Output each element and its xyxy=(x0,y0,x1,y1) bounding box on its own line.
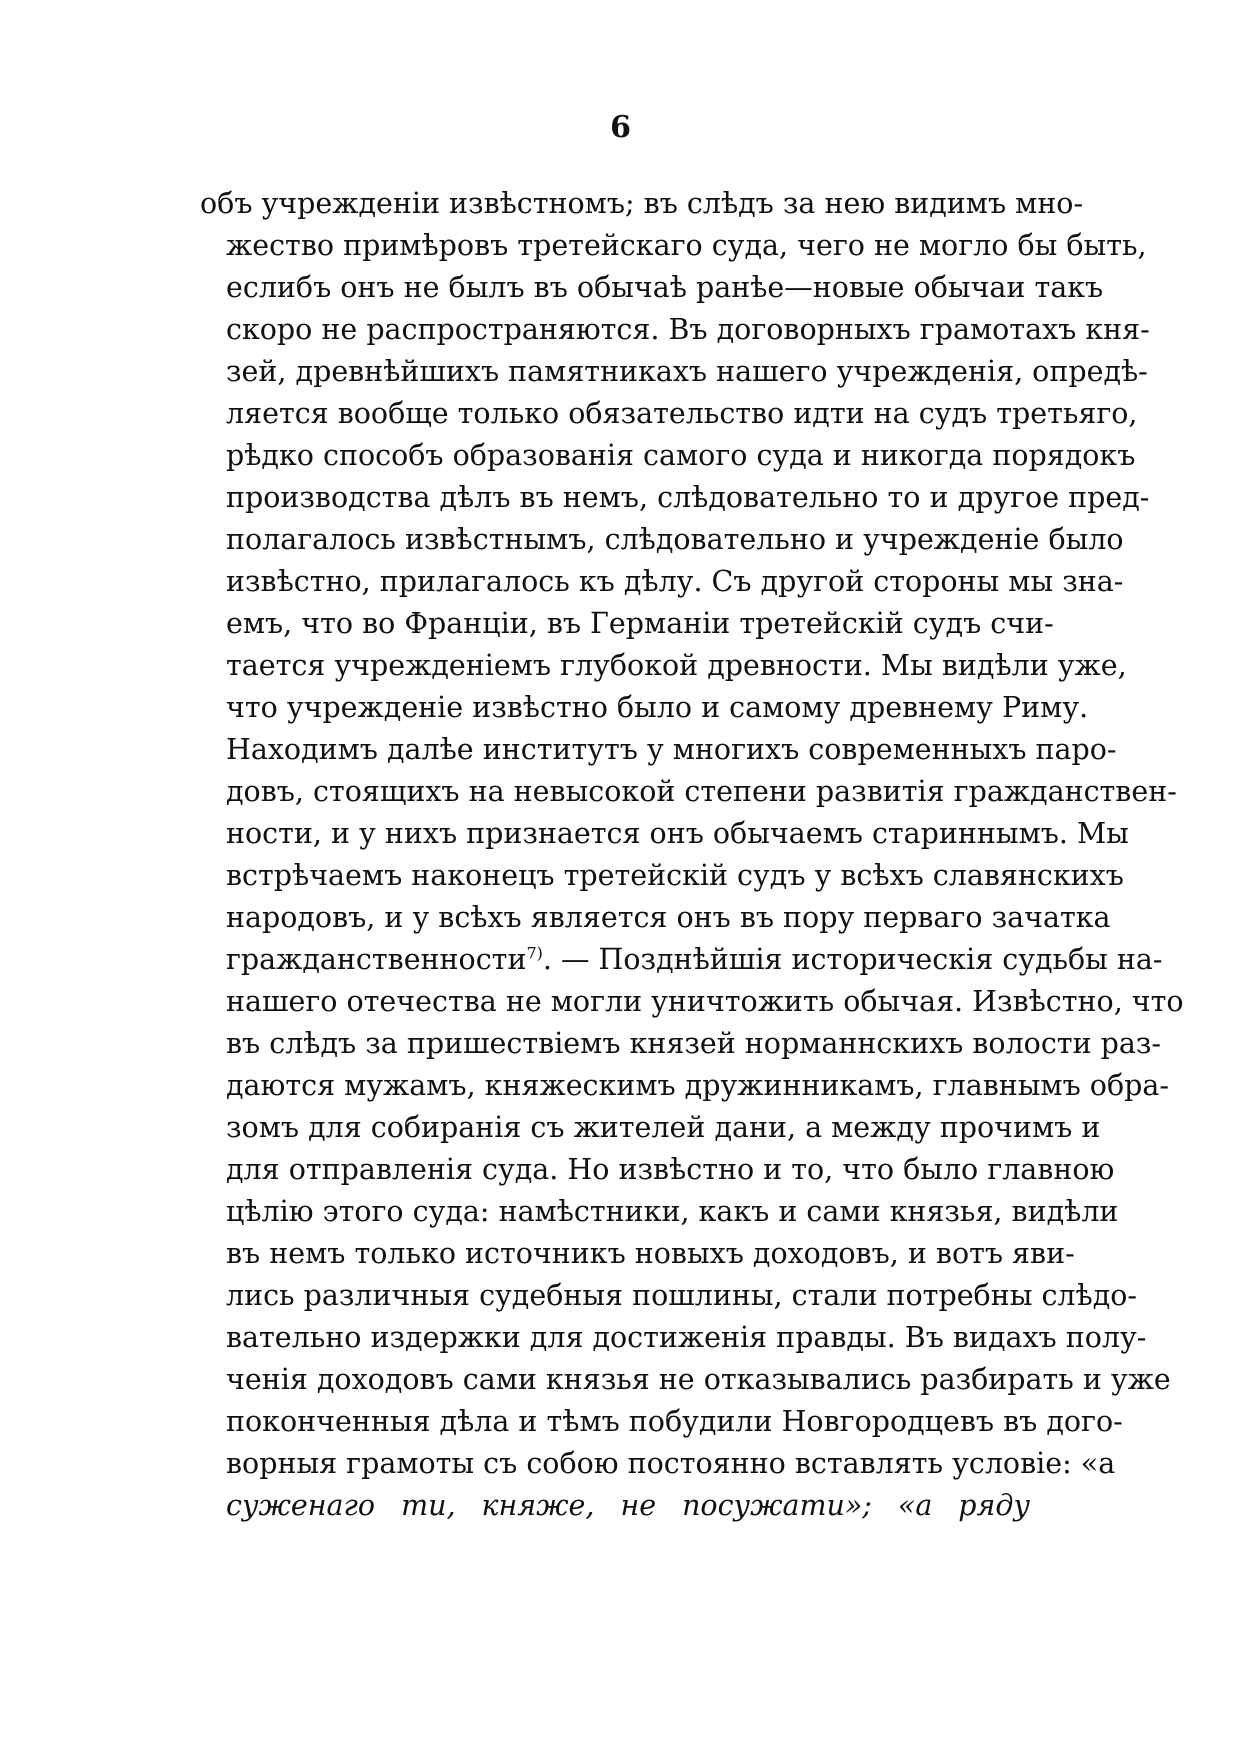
text-line: ворныя грамоты съ собою постоянно вставлять условіе: «а xyxy=(226,1447,1116,1480)
text-line: еслибъ онъ не былъ въ обычаѣ ранѣе—новые обычаи такъ xyxy=(226,271,1104,304)
text-line: довъ, стоящихъ на невысокой степени развитія гражданствен- xyxy=(226,775,1177,808)
text-line: что учрежденіе извѣстно было и самому древнему Риму. xyxy=(226,691,1089,724)
text-line: даются мужамъ, княжескимъ дружинникамъ, главнымъ обра- xyxy=(226,1069,1169,1102)
text-line: поконченныя дѣла и тѣмъ побудили Новгородцевъ въ дого- xyxy=(226,1405,1123,1438)
italic-quote-line: суженаго ти, княже, не посужати»; «а ряду xyxy=(226,1489,1030,1522)
page-number: 6 xyxy=(610,110,631,145)
text-line: ляется вообще только обязательство идти на судъ третьяго, xyxy=(226,397,1138,430)
text-line: для отправленія суда. Но извѣстно и то, что было главною xyxy=(226,1153,1115,1186)
text-line: производства дѣлъ въ немъ, слѣдовательно то и другое пред- xyxy=(226,481,1150,514)
text-line: вательно издержки для достиженія правды. Въ видахъ полу- xyxy=(226,1321,1147,1354)
text-line: зей, древнѣйшихъ памятникахъ нашего учрежденія, опредѣ- xyxy=(226,355,1148,388)
text-line: скоро не распространяются. Въ договорныхъ грамотахъ кня- xyxy=(226,313,1150,346)
text-line: нашего отечества не могли уничтожить обычая. Извѣстно, что xyxy=(226,985,1184,1018)
text-line-with-footnote xyxy=(226,936,1163,984)
text-line: емъ, что во Франціи, въ Германіи третейскій судъ счи- xyxy=(226,607,1054,640)
text-line: народовъ, и у всѣхъ является онъ въ пору перваго зачатка xyxy=(226,901,1111,934)
text-line: ченія доходовъ сами князья не отказывались разбирать и уже xyxy=(226,1363,1171,1396)
text-line: объ учрежденіи извѣстномъ; въ слѣдъ за нею видимъ мно- xyxy=(200,187,1084,220)
text-line: жество примѣровъ третейскаго суда, чего не могло бы быть, xyxy=(226,229,1147,262)
text-line: рѣдко способъ образованія самого суда и никогда порядокъ xyxy=(226,439,1136,472)
text-fragment: . — Позднѣйшія историческія судьбы на- xyxy=(542,943,1163,976)
text-line: Находимъ далѣе институтъ у многихъ современныхъ паро- xyxy=(226,733,1117,766)
text-line: встрѣчаемъ наконецъ третейскій судъ у всѣхъ славянскихъ xyxy=(226,859,1124,892)
footnote-reference: 7) xyxy=(526,943,543,963)
text-line: извѣстно, прилагалось къ дѣлу. Съ другой стороны мы зна- xyxy=(226,565,1124,598)
text-fragment: гражданственности xyxy=(226,943,527,976)
text-line: въ слѣдъ за пришествіемъ князей норманнскихъ волости раз- xyxy=(226,1027,1162,1060)
text-line: полагалось извѣстнымъ, слѣдовательно и учрежденіе было xyxy=(226,523,1124,556)
text-line: лись различныя судебныя пошлины, стали потребны слѣдо- xyxy=(226,1279,1138,1312)
text-line: цѣлію этого суда: намѣстники, какъ и сами князья, видѣли xyxy=(226,1195,1119,1228)
text-line: тается учрежденіемъ глубокой древности. Мы видѣли уже, xyxy=(226,649,1127,682)
text-line: въ немъ только источникъ новыхъ доходовъ, и вотъ яви- xyxy=(226,1237,1075,1270)
text-line: ности, и у нихъ признается онъ обычаемъ стариннымъ. Мы xyxy=(226,817,1129,850)
text-line: зомъ для собиранія съ жителей дани, а между прочимъ и xyxy=(226,1111,1101,1144)
